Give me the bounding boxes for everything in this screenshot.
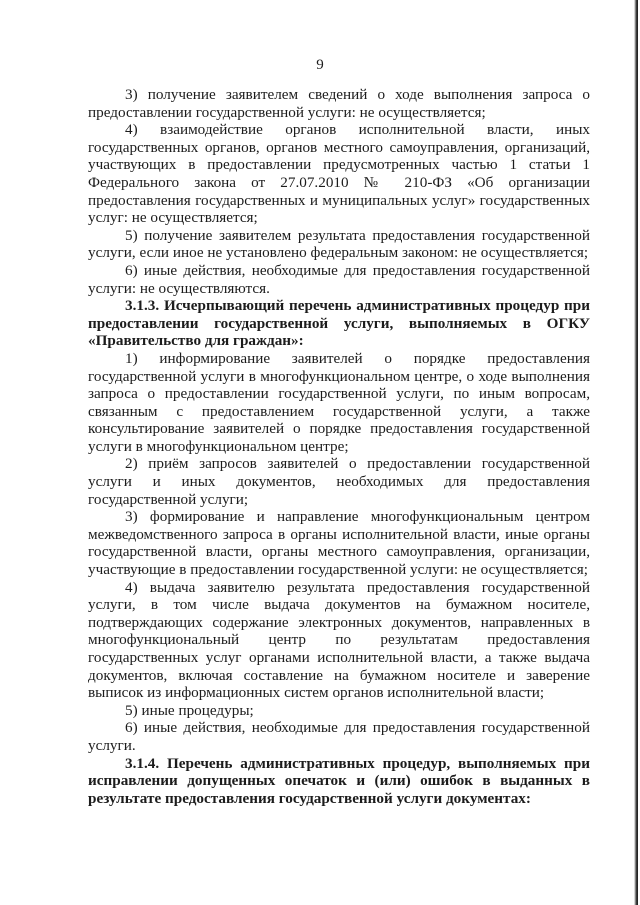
paragraph-item-1: 1) информирование заявителей о порядке предоставления государственной услуги в многофункциональном центре, о ходе выполнения запроса о предоставлении государственной услуги, по иным вопросам, связанным с предоставлением государственной услуги, а также консультирование заявителей о порядке предоставления государственной услуги в многофункциональном центре; xyxy=(88,349,590,455)
paragraph-item-3: 3) формирование и направление многофункциональным центром межведомственного запроса в органы исполнительной власти, иные органы государственной власти, органы местного самоуправления, организации, участвующие в предоставлении государственной услуги: не осуществляется; xyxy=(88,508,590,579)
section-heading-3-1-3: 3.1.3. Исчерпывающий перечень административных процедур при предоставлении государственной услуги, выполняемых в ОГКУ «Правительство для граждан»: xyxy=(88,297,590,350)
document-body xyxy=(88,86,590,807)
scan-edge xyxy=(634,0,638,905)
paragraph-item-2: 2) приём запросов заявителей о предоставлении государственной услуги и иных документов, необходимых для предоставления государственной услуги; xyxy=(88,455,590,508)
section-heading-3-1-4: 3.1.4. Перечень административных процедур, выполняемых при исправлении допущенных опечаток и (или) ошибок в выданных в результате предоставления государственной услуги документах: xyxy=(88,754,590,807)
page-number: 9 xyxy=(316,57,324,73)
paragraph-item-5: 5) иные процедуры; xyxy=(125,701,254,719)
paragraph-item-4: 4) выдача заявителю результата предоставления государственной услуги, в том числе выдача документов на бумажном носителе, подтверждающих содержание электронных документов, направленных в многофункциональный центр по результатам предоставления государственных услуг органами исполнительной власти, а также выдача документов, включая составление на бумажном носителе и заверение выписок из информационных систем органов исполнительной власти; xyxy=(88,578,590,702)
paragraph-item-4: 4) взаимодействие органов исполнительной власти, иных государственных органов, органов местного самоуправления, организаций, участвующих в предоставлении предусмотренных частью 1 статьи 1 Федерального закона от 27.07.2010 № 210-ФЗ «Об организации предоставления государственных и муниципальных услуг» государственных услуг: не осуществляется; xyxy=(88,121,590,227)
paragraph-item-3: 3) получение заявителем сведений о ходе выполнения запроса о предоставлении государственной услуги: не осуществляется; xyxy=(88,86,590,121)
paragraph-item-6: 6) иные действия, необходимые для предоставления государственной услуги. xyxy=(88,719,590,754)
paragraph-item-5: 5) получение заявителем результата предоставления государственной услуги, если иное не установлено федеральным законом: не осуществляется; xyxy=(88,226,590,262)
paragraph-item-6: 6) иные действия, необходимые для предоставления государственной услуги: не осуществляются. xyxy=(88,261,590,297)
